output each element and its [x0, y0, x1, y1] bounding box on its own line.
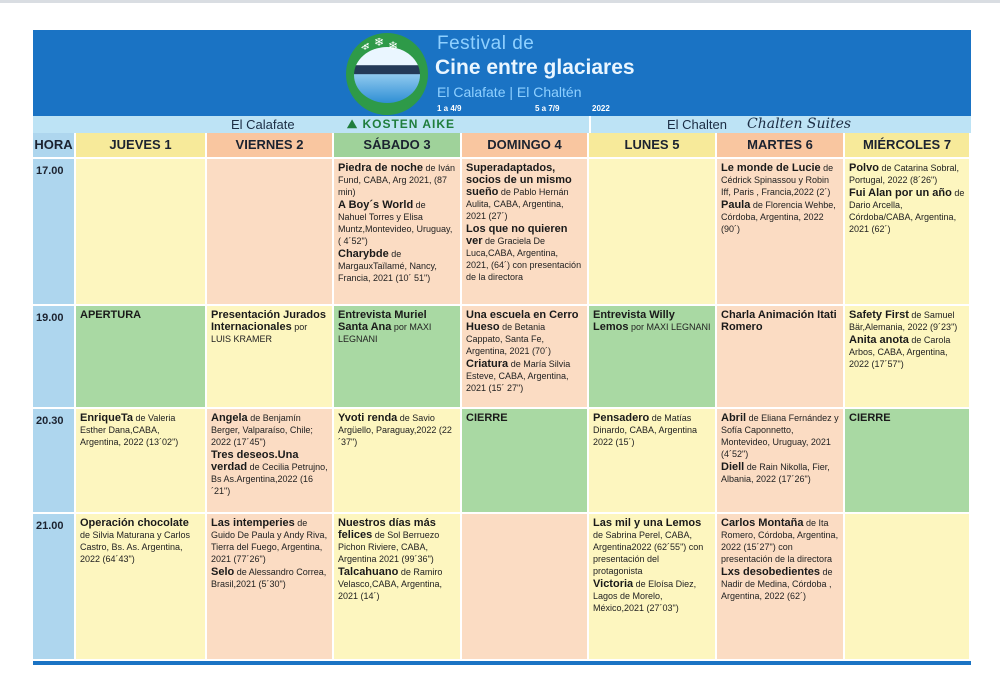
film-details: de Guido De Paula y Andy Riva, Tierra del Fuego, Argentina, 2021 (77´26")	[211, 518, 328, 564]
glacier-lake-emblem	[354, 47, 420, 103]
film-title: A Boy´s World	[338, 199, 414, 211]
screening-entry	[338, 248, 456, 284]
screening-entry	[211, 309, 328, 345]
schedule-cell	[589, 514, 717, 661]
film-title: Yvoti renda	[338, 412, 398, 424]
schedule-cell	[334, 409, 462, 514]
film-details: de Samuel Bär,Alemania, 2022 (9´23")	[849, 310, 958, 332]
film-title: Charybde	[338, 248, 389, 260]
schedule-cell	[462, 514, 589, 661]
screening-entry	[721, 461, 839, 485]
venue-chalten: El Chalten	[667, 117, 727, 132]
film-title: Los que no quieren ver	[466, 223, 568, 247]
schedule-cell	[76, 409, 207, 514]
schedule-cell	[589, 409, 717, 514]
schedule-cell	[717, 409, 845, 514]
film-details: de Savio Argüello, Paraguay,2022 (22´37")	[338, 413, 452, 447]
column-header-day: JUEVES 1	[76, 133, 207, 159]
schedule-cell	[76, 159, 207, 306]
film-title: Diell	[721, 461, 745, 473]
screening-entry	[721, 566, 839, 602]
film-details: de Cecilia Petrujno, Bs As.Argentina,2022 (16´21")	[211, 462, 328, 496]
screening-entry	[338, 566, 456, 602]
film-details: de Eloísa Diez, Lagos de Morelo, México,2021 (27´03")	[593, 579, 697, 613]
film-title: Angela	[211, 412, 248, 424]
screening-entry	[849, 187, 965, 235]
sponsor-chalten-suites: Chalten Suites	[747, 116, 852, 132]
screening-entry	[211, 517, 328, 565]
time-cell: 19.00	[33, 306, 76, 409]
schedule-cell	[334, 159, 462, 306]
film-details: de MargauxTaïlamé, Nancy, Francia, 2021 (10´ 51")	[338, 249, 437, 283]
festival-title-line3: El Calafate | El Chaltén	[437, 84, 582, 100]
sponsor-kosten-aike-label: KOSTEN AIKE	[362, 117, 455, 131]
screening-entry	[593, 578, 711, 614]
schedule-grid	[33, 133, 971, 661]
screening-entry	[593, 517, 711, 577]
film-details: de Alessandro Correa, Brasil,2021 (5´30")	[211, 567, 327, 589]
screening-entry	[338, 517, 456, 565]
screening-entry	[593, 309, 711, 333]
screening-entry	[338, 309, 456, 345]
film-details: de Sol Berruezo Pichon Riviere, CABA, Argentina 2021 (99´36")	[338, 530, 440, 564]
film-title: Nuestros días más felices	[338, 517, 436, 541]
screening-entry	[721, 199, 839, 235]
schedule-cell	[589, 306, 717, 409]
screening-entry	[849, 412, 965, 424]
schedule-cell	[717, 514, 845, 661]
film-details: de Catarina Sobral, Portugal, 2022 (8´26")	[849, 163, 959, 185]
column-header-day: SÁBADO 3	[334, 133, 462, 159]
schedule-cell	[207, 306, 334, 409]
film-title: Anita anota	[849, 334, 909, 346]
schedule-cell	[717, 306, 845, 409]
film-title: Fui Alan por un año	[849, 187, 952, 199]
film-title: Entrevista Muriel Santa Ana	[338, 309, 427, 333]
time-cell: 20.30	[33, 409, 76, 514]
film-details: de Benjamín Berger, Valparaíso, Chile; 2022 (17´45")	[211, 413, 313, 447]
film-details: por LUIS KRAMER	[211, 322, 308, 344]
schedule-cell	[462, 159, 589, 306]
schedule-cell	[462, 409, 589, 514]
film-title: Las intemperies	[211, 517, 295, 529]
film-details: por MAXI LEGNANI	[338, 322, 432, 344]
film-title: Carlos Montaña	[721, 517, 804, 529]
sponsor-kosten-aike	[347, 116, 455, 133]
film-details: de Matías Dinardo, CABA, Argentina 2022 (15´)	[593, 413, 698, 447]
film-title: Piedra de noche	[338, 162, 423, 174]
film-title: EnriqueTa	[80, 412, 133, 424]
film-details: de Valeria Esther Dana,CABA, Argentina, 2022 (13´02")	[80, 413, 179, 447]
schedule-cell	[334, 514, 462, 661]
screening-entry	[80, 309, 201, 321]
column-header-day: MARTES 6	[717, 133, 845, 159]
schedule-cell	[845, 159, 971, 306]
film-title: Presentación Jurados Internacionales	[211, 309, 326, 333]
screening-entry	[849, 334, 965, 370]
schedule-cell	[845, 306, 971, 409]
screening-entry	[80, 412, 201, 448]
film-details: de Graciela De Luca,CABA, Argentina, 2021, (64´) con presentación de la directora	[466, 236, 582, 282]
schedule-cell	[76, 514, 207, 661]
film-details: de Iván Fund, CABA, Arg 2021, (87 min)	[338, 163, 456, 197]
snowflake-icon: ❄	[374, 35, 385, 49]
film-title: Entrevista Willy Lemos	[593, 309, 675, 333]
film-details: de Rain Nikolla, Fier, Albania, 2022 (17´26")	[721, 462, 830, 484]
screening-entry	[80, 517, 201, 565]
schedule-cell	[334, 306, 462, 409]
festival-title-line1: Festival de	[437, 33, 535, 54]
screening-entry	[466, 309, 583, 357]
film-title: Selo	[211, 566, 235, 578]
screening-entry	[466, 412, 583, 424]
time-cell: 21.00	[33, 514, 76, 661]
film-title: Una escuela en Cerro Hueso	[466, 309, 579, 333]
venue-calafate: El Calafate	[231, 117, 295, 132]
film-title: Lxs desobedientes	[721, 566, 821, 578]
film-details: de María Silvia Esteve, CABA, Argentina, 2021 (15´ 27")	[466, 359, 571, 393]
film-details: de Ramiro Velasco,CABA, Argentina, 2021 (14´)	[338, 567, 443, 601]
dates-chalten: 5 a 7/9	[535, 104, 560, 113]
film-details: de Dario Arcella, Córdoba/CABA, Argentina, 2021 (62´)	[849, 188, 965, 234]
film-details: de Silvia Maturana y Carlos Castro, Bs. As. Argentina, 2022 (64´43")	[80, 530, 191, 564]
film-title: Charla Animación Itati Romero	[721, 309, 837, 333]
schedule-cell	[207, 409, 334, 514]
film-title: Le monde de Lucie	[721, 162, 821, 174]
film-title: Criatura	[466, 358, 509, 370]
column-header-day: DOMINGO 4	[462, 133, 589, 159]
screening-entry	[849, 309, 965, 333]
film-details: de Florencia Wehbe, Córdoba, Argentina, 2022 (90´)	[721, 200, 836, 234]
film-title: Victoria	[593, 578, 634, 590]
column-header-day: LUNES 5	[589, 133, 717, 159]
screening-entry	[593, 412, 711, 448]
schedule-cell	[462, 306, 589, 409]
film-details: de Nadir de Medina, Córdoba , Argentina, 2022 (62´)	[721, 567, 833, 601]
film-title: Tres deseos.Una verdad	[211, 449, 299, 473]
bottom-rule	[33, 661, 971, 665]
film-title: CIERRE	[849, 412, 891, 424]
film-title: Paula	[721, 199, 751, 211]
film-title: Safety First	[849, 309, 909, 321]
film-title: APERTURA	[80, 309, 142, 321]
snowflake-icon: ❄	[360, 39, 371, 53]
column-header-day: MIÉRCOLES 7	[845, 133, 971, 159]
film-details: de Pablo Hernán Aulita, CABA, Argentina, 2021 (27´)	[466, 187, 569, 221]
film-title: Talcahuano	[338, 566, 399, 578]
film-title: Abril	[721, 412, 747, 424]
screening-entry	[338, 199, 456, 247]
film-details: de Betania Cappato, Santa Fe, Argentina, 2021 (70´)	[466, 322, 552, 356]
venue-band-calafate	[33, 116, 589, 133]
screening-entry	[849, 162, 965, 186]
screening-entry	[466, 358, 583, 394]
screening-entry	[721, 162, 839, 198]
film-details: de Ita Romero, Córdoba, Argentina, 2022 (15´27") con presentación de la directora	[721, 518, 839, 564]
film-details: de Cédrick Spinassou y Robin Iff, Paris , Francia,2022 (2´)	[721, 163, 834, 197]
mountain-icon: ⛰	[347, 117, 359, 131]
venue-band-chalten	[591, 116, 971, 133]
schedule-cell	[76, 306, 207, 409]
schedule-cell	[845, 514, 971, 661]
film-title: CIERRE	[466, 412, 508, 424]
film-title: Las mil y una Lemos	[593, 517, 702, 529]
screening-entry	[211, 566, 328, 590]
festival-year: 2022	[592, 104, 610, 113]
column-header-day: VIERNES 2	[207, 133, 334, 159]
screening-entry	[211, 449, 328, 497]
screening-entry	[721, 309, 839, 333]
screening-entry	[466, 223, 583, 283]
screening-entry	[721, 412, 839, 460]
schedule-cell	[207, 514, 334, 661]
screening-entry	[466, 162, 583, 222]
schedule-cell	[845, 409, 971, 514]
screening-entry	[721, 517, 839, 565]
column-header-hora: HORA	[33, 133, 76, 159]
film-title: Polvo	[849, 162, 879, 174]
film-title: Superadaptados, socios de un mismo sueño	[466, 162, 572, 198]
festival-logo	[346, 33, 428, 115]
film-details: por MAXI LEGNANI	[628, 322, 711, 332]
snowflake-icon: ❄	[388, 39, 399, 53]
film-details: de Carola Arbos, CABA, Argentina, 2022 (17´57")	[849, 335, 951, 369]
film-title: Pensadero	[593, 412, 650, 424]
film-details: de Nahuel Torres y Elisa Muntz,Montevideo, Uruguay, ( 4´52")	[338, 200, 453, 246]
film-details: de Eliana Fernández y Sofía Caponnetto, Montevideo, Uruguay, 2021 (4´52")	[721, 413, 839, 459]
dates-calafate: 1 a 4/9	[437, 104, 462, 113]
time-cell: 17.00	[33, 159, 76, 306]
schedule-cell	[717, 159, 845, 306]
screening-entry	[211, 412, 328, 448]
top-rule	[0, 0, 1000, 3]
schedule-cell	[207, 159, 334, 306]
screening-entry	[338, 162, 456, 198]
film-title: Operación chocolate	[80, 517, 189, 529]
schedule-cell	[589, 159, 717, 306]
screening-entry	[338, 412, 456, 448]
film-details: de Sabrina Perel, CABA, Argentina2022 (62´55") con presentación del protagonista	[593, 530, 704, 576]
festival-title-line2: Cine entre glaciares	[435, 56, 635, 79]
